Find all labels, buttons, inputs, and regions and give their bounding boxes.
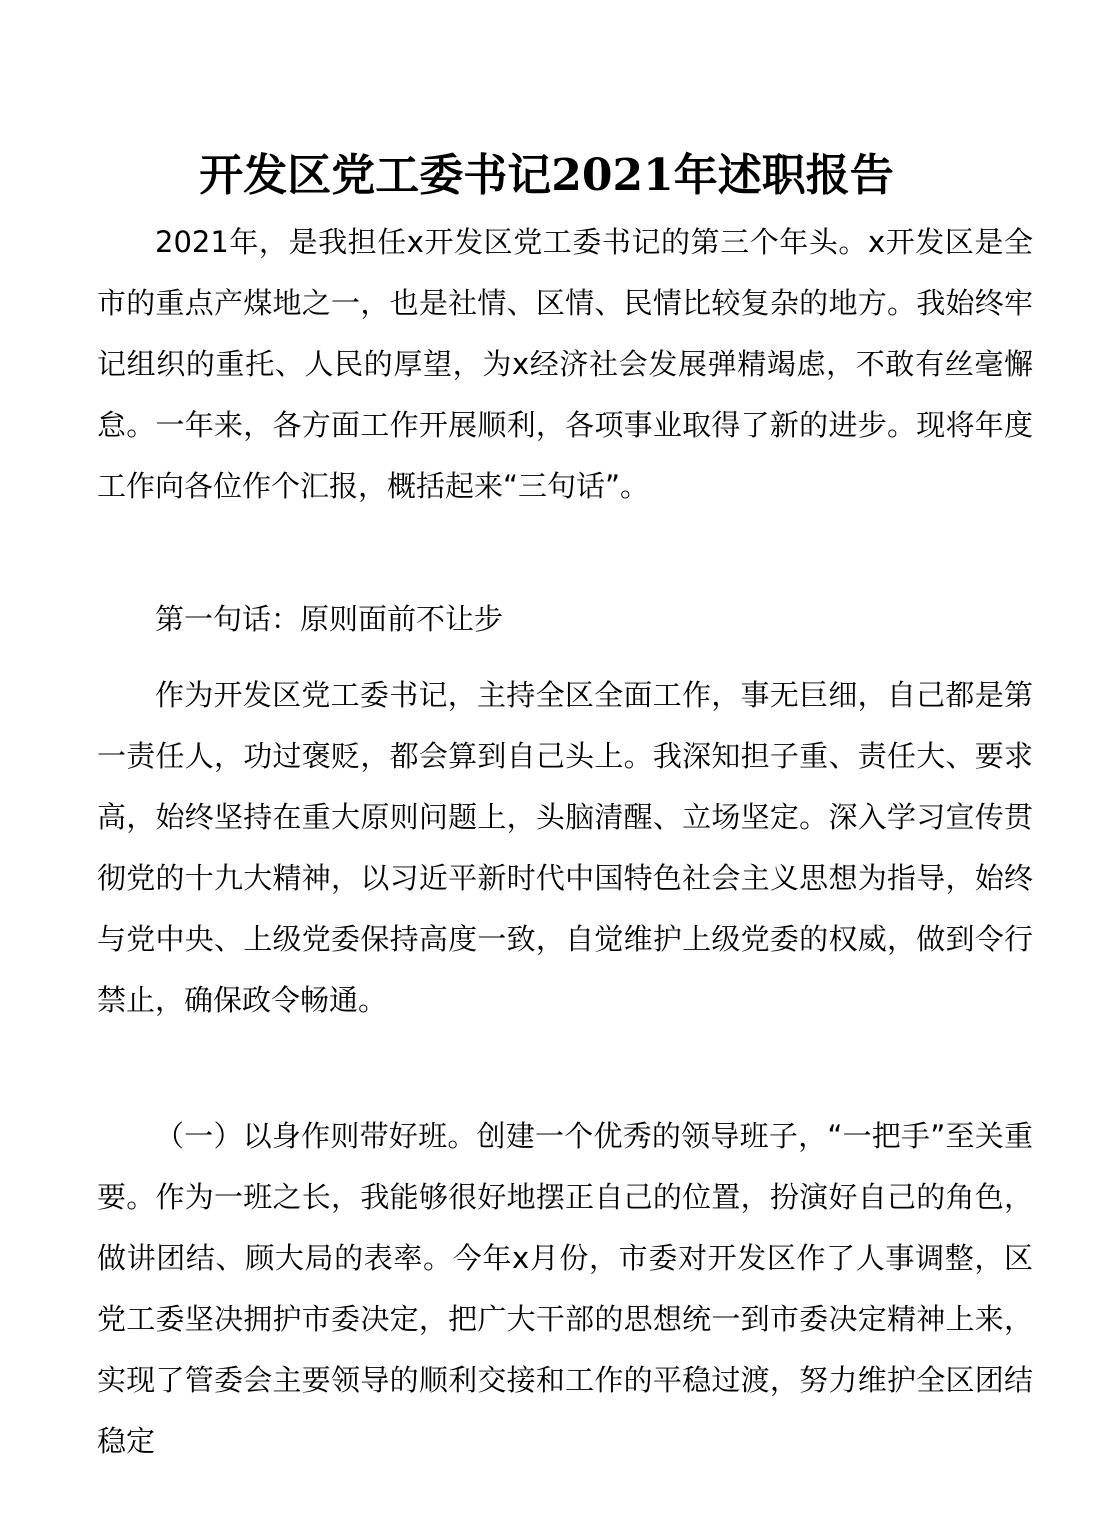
paragraph-leadership: （一）以身作则带好班。创建一个优秀的领导班子，“一把手”至关重要。作为一班之长，我能够很好地摆正自己的位置，扮演好自己的角色，做讲团结、顾大局的表率。今年x月份，市委对开发区作了人事调整，区党工委坚决拥护市委决定，把广大干部的思想统一到市委决定精神上来，实现了管委会主要领导的顺利交接和工作的平稳过渡，努力维护全区团结稳定 [97, 1119, 1033, 1458]
section-heading-first: 第一句话：原则面前不让步 [155, 602, 504, 636]
document-title: 开发区党工委书记2021年述职报告 [199, 150, 894, 201]
paragraph-intro: 2021年，是我担任x开发区党工委书记的第三个年头。x开发区是全市的重点产煤地之一，也是社情、区情、民情比较复杂的地方。我始终牢记组织的重托、人民的厚望，为x经济社会发展弹精竭虑，不敢有丝毫懈怠。一年来，各方面工作开展顺利，各项事业取得了新的进步。现将年度工作向各位作个汇报，概括起来“三句话”。 [97, 225, 1033, 503]
paragraph-principles: 作为开发区党工委书记，主持全区全面工作，事无巨细，自己都是第一责任人，功过褒贬，都会算到自己头上。我深知担子重、责任大、要求高，始终坚持在重大原则问题上，头脑清醒、立场坚定。深入学习宣传贯彻党的十九大精神，以习近平新时代中国特色社会主义思想为指导，始终与党中央、上级党委保持高度一致，自觉维护上级党委的权威，做到令行禁止，确保政令畅通。 [97, 678, 1033, 1017]
